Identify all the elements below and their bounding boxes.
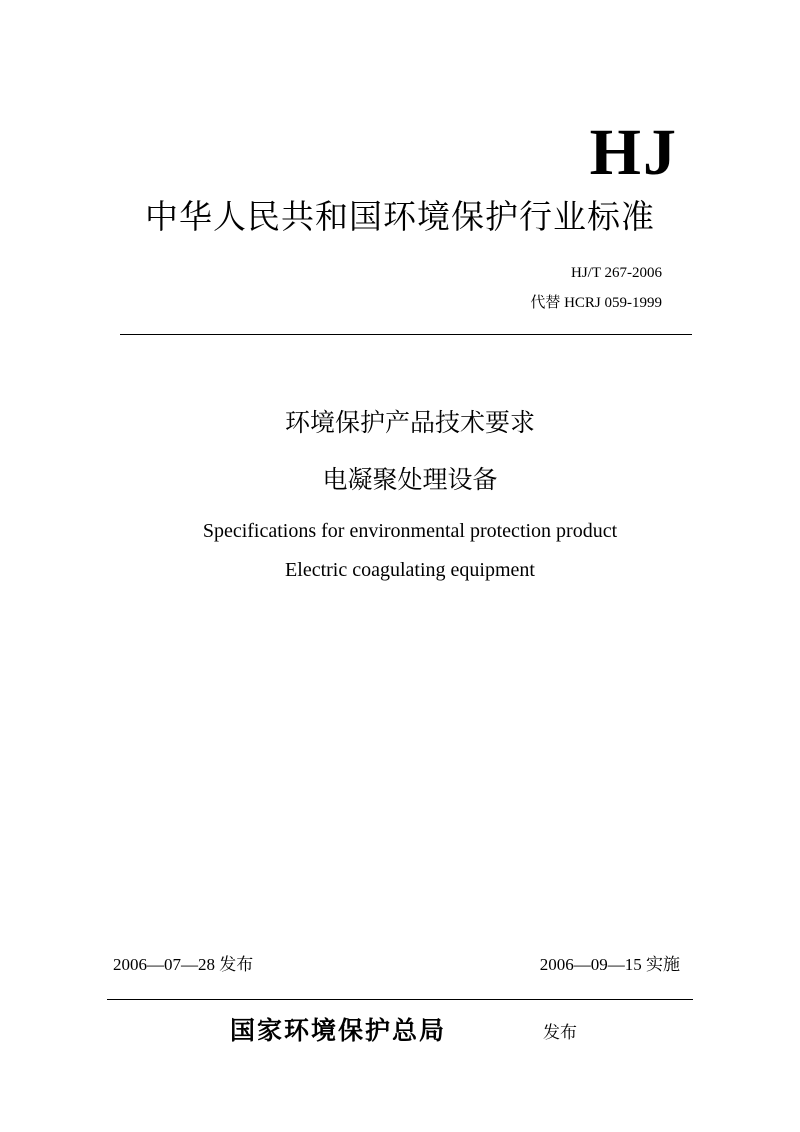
standard-title: 中华人民共和国环境保护行业标准: [145, 197, 655, 236]
issue-label: 发布: [543, 1023, 577, 1043]
cn-title-line1: 环境保护产品技术要求: [284, 408, 535, 437]
bottom-divider: [107, 999, 693, 1000]
cn-title-line2: 电凝聚处理设备: [322, 465, 498, 494]
issuing-authority: 国家环境保护总局: [230, 1016, 447, 1045]
en-title-line1: Specifications for environmental protection product: [202, 520, 618, 542]
implementation-date: 2006—09—15 实施: [539, 955, 680, 974]
release-date: 2006—07—28 发布: [113, 955, 254, 974]
standard-code: HJ/T 267-2006: [571, 265, 662, 281]
hj-logo: HJ: [589, 116, 678, 189]
en-title-line2: Electric coagulating equipment: [285, 559, 535, 581]
top-divider: [120, 334, 692, 335]
replaces-code: 代替 HCRJ 059-1999: [530, 295, 662, 311]
